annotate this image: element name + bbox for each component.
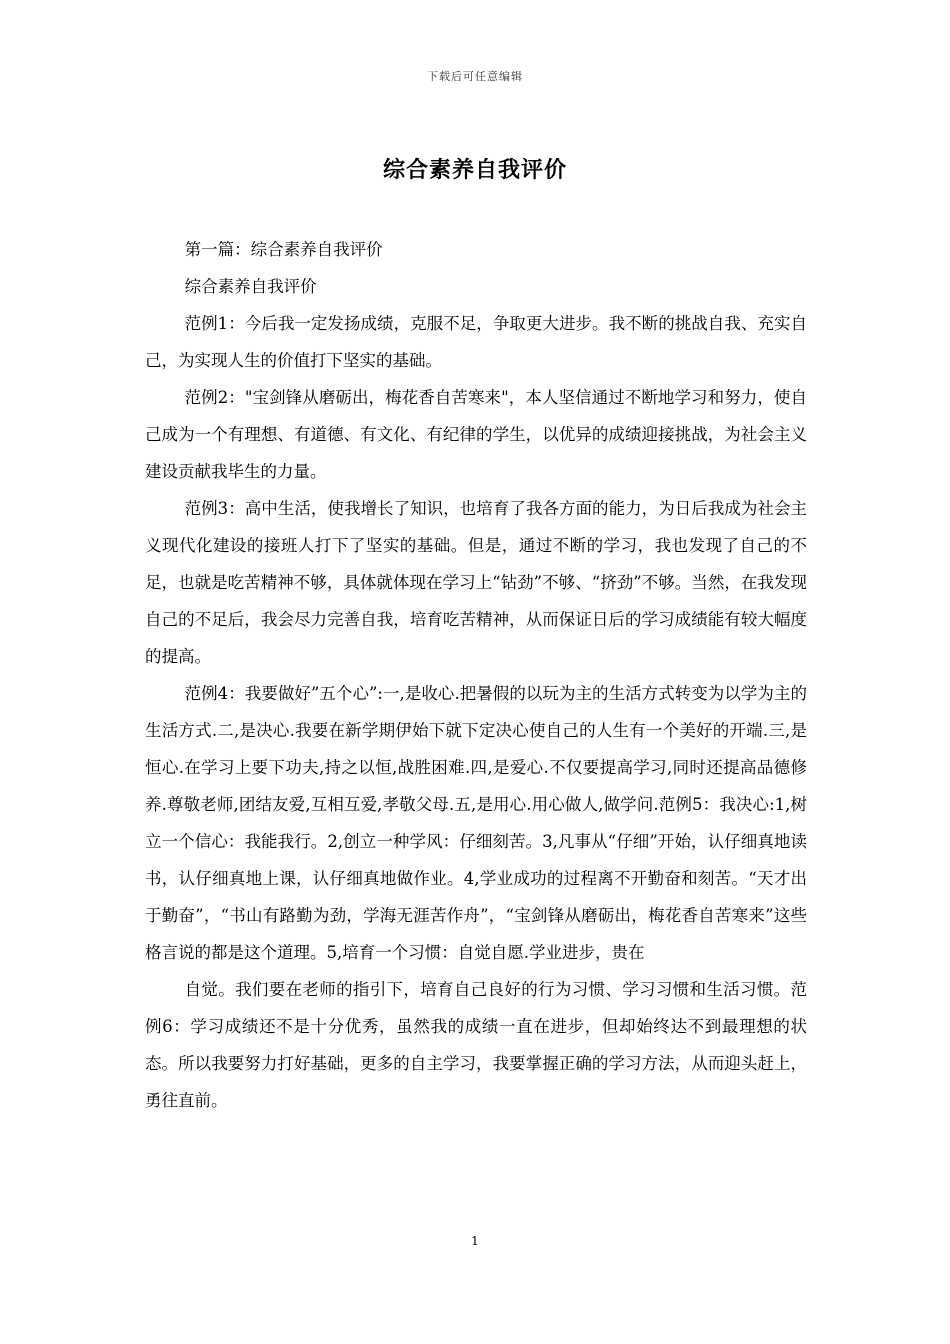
paragraph-example-1: 范例1：今后我一定发扬成绩，克服不足，争取更大进步。我不断的挑战自我、充实自己，为实现人生的价值打下坚实的基础。	[145, 314, 807, 370]
page-number: 1	[471, 1234, 479, 1248]
paragraph-example-6: 自觉。我们要在老师的指引下，培育自己良好的行为习惯、学习习惯和生活习惯。范例6：学习成绩还不是十分优秀，虽然我的成绩一直在进步，但却始终达不到最理想的状态。所以我要努力打好基础，更多的自主学习，我要掌握正确的学习方法，从而迎头赶上，勇往直前。	[145, 980, 807, 1110]
paragraph-section-heading: 第一篇：综合素养自我评价	[184, 240, 383, 259]
document-title: 综合素养自我评价	[382, 157, 567, 183]
header-note: 下载后可任意编辑	[427, 70, 523, 83]
paragraph-example-4-5: 范例4：我要做好”五个心”:一,是收心.把暑假的以玩为主的生活方式转变为以学为主的生活方式.二,是决心.我要在新学期伊始下就下定决心使自己的人生有一个美好的开端.三,是恒心.在学习上要下功夫,持之以恒,战胜困难.四,是爱心.不仅要提高学习,同时还提高品德修养.尊敬老师,团结友爱,互相互爱,孝敬父母.五,是用心.用心做人,做学问.范例5：我决心:1,树立一个信心：我能我行。2,创立一种学风：仔细刻苦。3,凡事从“仔细”开始，认仔细真地读书，认仔细真地上课，认仔细真地做作业。4,学业成功的过程离不开勤奋和刻苦。“天才出于勤奋”，“书山有路勤为劲，学海无涯苦作舟”，“宝剑锋从磨砺出，梅花香自苦寒来”这些格言说的都是这个道理。5,培育一个习惯：自觉自愿.学业进步，贵在	[145, 684, 807, 962]
document-body	[145, 231, 807, 1119]
paragraph-example-3: 范例3：高中生活，使我增长了知识，也培育了我各方面的能力，为日后我成为社会主义现代化建设的接班人打下了坚实的基础。但是，通过不断的学习，我也发现了自己的不足，也就是吃苦精神不够，具体就体现在学习上“钻劲”不够、“挤劲”不够。当然，在我发现自己的不足后，我会尽力完善自我，培育吃苦精神，从而保证日后的学习成绩能有较大幅度的提高。	[145, 499, 807, 666]
paragraph-example-2: 范例2："宝剑锋从磨砺出，梅花香自苦寒来"，本人坚信通过不断地学习和努力，使自己成为一个有理想、有道德、有文化、有纪律的学生，以优异的成绩迎接挑战，为社会主义建设贡献我毕生的力量。	[145, 388, 807, 481]
paragraph-subheading: 综合素养自我评价	[184, 277, 317, 296]
